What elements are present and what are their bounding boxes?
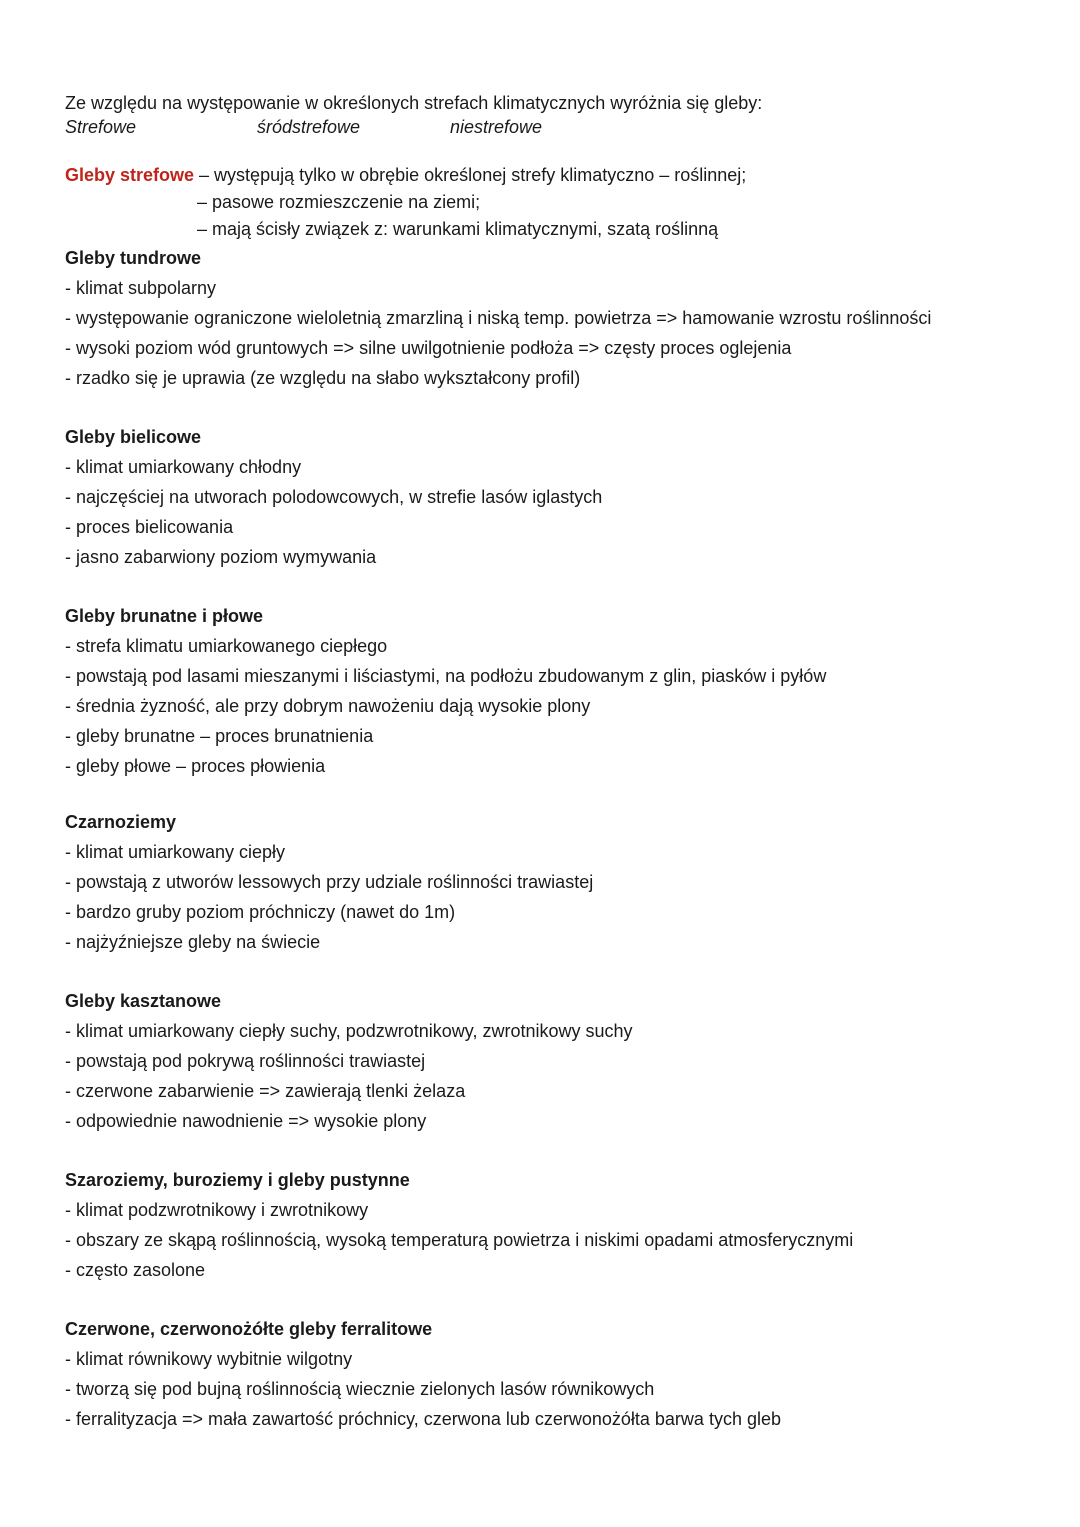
list-item: - najżyźniejsze gleby na świecie bbox=[65, 932, 321, 952]
spacer bbox=[65, 1285, 1025, 1314]
section-title: Gleby tundrowe bbox=[65, 248, 202, 268]
spacer bbox=[65, 393, 1025, 422]
list-item: - rzadko się je uprawia (ze względu na słabo wykształcony profil) bbox=[65, 368, 581, 388]
list-item: - proces bielicowania bbox=[65, 517, 234, 537]
section-list bbox=[65, 631, 1025, 781]
spacer bbox=[65, 1136, 1025, 1165]
section-list bbox=[65, 837, 1025, 957]
list-item: - występowanie ograniczone wieloletnią zmarzliną i niską temp. powietrza => hamowanie wzrostu roślinności bbox=[65, 308, 932, 328]
list-item: - najczęściej na utworach polodowcowych, w strefie lasów iglastych bbox=[65, 487, 603, 507]
spacer bbox=[65, 572, 1025, 601]
list-item: - powstają pod pokrywą roślinności trawiastej bbox=[65, 1051, 426, 1071]
list-item: - jasno zabarwiony poziom wymywania bbox=[65, 547, 377, 567]
list-item: - bardzo gruby poziom próchniczy (nawet do 1m) bbox=[65, 902, 456, 922]
zonal-definition-text: – występują tylko w obrębie określonej strefy klimatyczno – roślinnej; bbox=[194, 165, 747, 185]
section-desert bbox=[65, 1165, 1025, 1285]
spacer bbox=[65, 781, 1025, 807]
type-zonal: Strefowe bbox=[65, 117, 137, 137]
intro-text: Ze względu na występowanie w określonych strefach klimatycznych wyróżnia się gleby: bbox=[65, 93, 763, 113]
list-item: - wysoki poziom wód gruntowych => silne uwilgotnienie podłoża => częsty proces oglejenia bbox=[65, 338, 792, 358]
section-list bbox=[65, 1195, 1025, 1285]
section-podzolic bbox=[65, 422, 1025, 572]
list-item: - klimat umiarkowany ciepły bbox=[65, 842, 286, 862]
zonal-term: Gleby strefowe bbox=[65, 165, 195, 185]
list-item: - klimat podzwrotnikowy i zwrotnikowy bbox=[65, 1200, 369, 1220]
list-item: - strefa klimatu umiarkowanego ciepłego bbox=[65, 636, 388, 656]
section-chestnut bbox=[65, 986, 1025, 1136]
list-item: - często zasolone bbox=[65, 1260, 206, 1280]
section-list bbox=[65, 452, 1025, 572]
list-item: - gleby brunatne – proces brunatnienia bbox=[65, 726, 374, 746]
section-list bbox=[65, 1016, 1025, 1136]
section-title: Gleby bielicowe bbox=[65, 427, 202, 447]
list-item: - klimat równikowy wybitnie wilgotny bbox=[65, 1349, 353, 1369]
list-item: - klimat subpolarny bbox=[65, 278, 217, 298]
list-item: - klimat umiarkowany chłodny bbox=[65, 457, 302, 477]
spacer bbox=[65, 957, 1025, 986]
list-item: - gleby płowe – proces płowienia bbox=[65, 756, 326, 776]
list-item: - powstają z utworów lessowych przy udziale roślinności trawiastej bbox=[65, 872, 594, 892]
section-list bbox=[65, 1344, 1025, 1434]
section-title: Czarnoziemy bbox=[65, 812, 177, 832]
section-title: Gleby kasztanowe bbox=[65, 991, 222, 1011]
zonal-extra-item: – pasowe rozmieszczenie na ziemi; bbox=[197, 192, 481, 212]
type-azonal: niestrefowe bbox=[450, 117, 543, 137]
list-item: - średnia żyzność, ale przy dobrym nawożeniu dają wysokie plony bbox=[65, 696, 591, 716]
section-title: Szaroziemy, buroziemy i gleby pustynne bbox=[65, 1170, 410, 1190]
section-chernozem bbox=[65, 807, 1025, 957]
zonal-extra-item: – mają ścisły związek z: warunkami klimatycznymi, szatą roślinną bbox=[197, 219, 719, 239]
zonal-definition bbox=[65, 162, 1025, 243]
type-intrazonal: śródstrefowe bbox=[257, 117, 361, 137]
list-item: - powstają pod lasami mieszanymi i liściastymi, na podłożu zbudowanym z glin, piasków i pyłów bbox=[65, 666, 827, 686]
section-tundra bbox=[65, 243, 1025, 393]
list-item: - tworzą się pod bujną roślinnością wiecznie zielonych lasów równikowych bbox=[65, 1379, 655, 1399]
section-list bbox=[65, 273, 1025, 393]
list-item: - obszary ze skąpą roślinnością, wysoką temperaturą powietrza i niskimi opadami atmosferycznymi bbox=[65, 1230, 854, 1250]
document-page bbox=[65, 92, 1025, 1434]
soil-types-row bbox=[65, 114, 1025, 140]
list-item: - ferralityzacja => mała zawartość próchnicy, czerwona lub czerwonożółta barwa tych gleb bbox=[65, 1409, 781, 1429]
list-item: - czerwone zabarwienie => zawierają tlenki żelaza bbox=[65, 1081, 466, 1101]
section-title: Gleby brunatne i płowe bbox=[65, 606, 264, 626]
list-item: - odpowiednie nawodnienie => wysokie plony bbox=[65, 1111, 427, 1131]
section-ferralitic bbox=[65, 1314, 1025, 1434]
section-brown bbox=[65, 601, 1025, 781]
list-item: - klimat umiarkowany ciepły suchy, podzwrotnikowy, zwrotnikowy suchy bbox=[65, 1021, 633, 1041]
section-title: Czerwone, czerwonożółte gleby ferralitowe bbox=[65, 1319, 433, 1339]
zonal-definition-row bbox=[65, 162, 1025, 189]
